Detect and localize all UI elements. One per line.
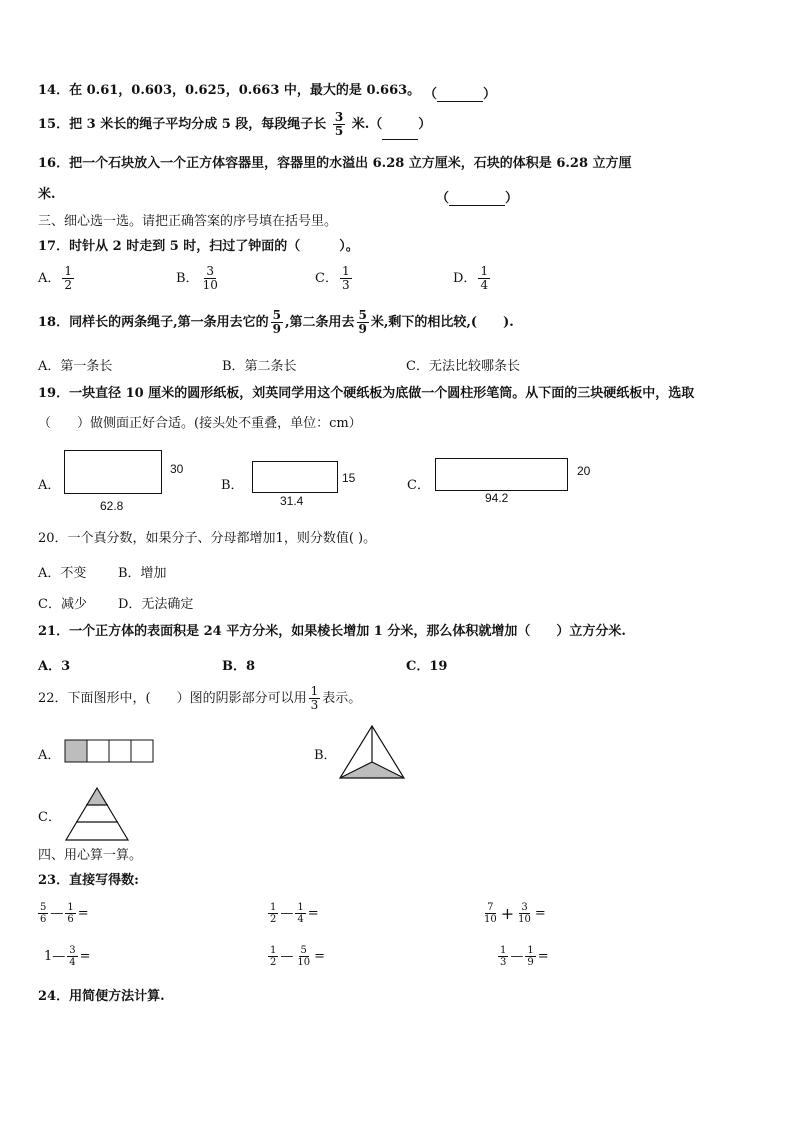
fraction: $\frac{3}{5}$ — [334, 110, 344, 138]
q17-option-b[interactable]: B． $\frac{3}{10}$ — [176, 264, 218, 292]
section-3-title: 三、细心选一选。请把正确答案的序号填在括号里。 — [38, 214, 338, 229]
calc-item-1: $\frac{5}{6}$ — $\frac{1}{6}$ = — [40, 902, 89, 925]
q20-option-a[interactable]: A．不变 — [38, 566, 87, 581]
calc-item-3: $\frac{7}{10}$ + $\frac{3}{10}$ = — [484, 902, 546, 925]
question-14 — [38, 83, 420, 99]
question-14-text: 14．在 0.61，0.603，0.625，0.663 中，最大的是 0.663。 — [38, 83, 421, 98]
rect-c-height: 20 — [577, 464, 591, 478]
q22-option-c-label[interactable]: C． — [38, 810, 61, 825]
q19-option-c-label[interactable]: C． — [407, 478, 430, 493]
paper-rectangle-c — [435, 458, 568, 491]
rect-b-height: 15 — [342, 471, 356, 485]
question-24-title: 24．用简便方法计算. — [38, 989, 165, 1004]
rect-c-width: 94.2 — [485, 491, 509, 505]
q19-option-b-label[interactable]: B． — [221, 478, 244, 493]
square — [87, 740, 109, 762]
shaded-top-layer — [86, 788, 108, 805]
q18-option-c[interactable]: C．无法比较哪条长 — [406, 359, 520, 374]
q17-option-c[interactable]: C． $\frac{1}{3}$ — [315, 264, 350, 292]
layered-triangle-figure — [64, 786, 130, 842]
calc-item-4: 1— $\frac{3}{4}$ = — [44, 945, 91, 968]
q18-option-b[interactable]: B．第二条长 — [222, 359, 297, 374]
q22-option-b-label[interactable]: B． — [314, 748, 337, 763]
paper-rectangle-b — [252, 461, 338, 493]
answer-blank-15[interactable] — [382, 139, 418, 140]
q21-option-a[interactable]: A．3 — [38, 659, 71, 674]
question-18: 18．同样长的两条绳子,第一条用去它的 $\frac{5}{9}$ ,第二条用去 $\frac{5}{9}$ 米,剩下的相比较,( ). — [38, 308, 514, 336]
question-15: 15．把 3 米长的绳子平均分成 5 段，每段绳子长 $\frac{3}{5}$ 米.（ ） — [38, 110, 432, 138]
question-19-line2: （ ）做侧面正好合适。(接头处不重叠，单位：cm） — [38, 416, 362, 431]
question-17: 17．时针从 2 时走到 5 时，扫过了钟面的（ ）。 — [38, 239, 359, 254]
four-square-strip-figure — [64, 739, 155, 764]
section-4-title: 四、用心算一算。 — [38, 848, 143, 863]
square — [131, 740, 153, 762]
shaded-triangle — [340, 762, 404, 778]
q20-option-d[interactable]: D．无法确定 — [118, 597, 194, 612]
rect-a-width: 62.8 — [100, 499, 124, 513]
answer-blank-16[interactable]: （ ） — [436, 191, 519, 206]
square — [109, 740, 131, 762]
q21-option-b[interactable]: B．8 — [222, 659, 256, 674]
question-19-line1: 19．一块直径 10 厘米的圆形纸板，刘英同学用这个硬纸板为底做一个圆柱形笔筒。从下面的三块硬纸板中，选取 — [38, 386, 695, 401]
question-20: 20．一个真分数，如果分子、分母都增加1，则分数值( )。 — [38, 531, 377, 546]
question-23-title: 23．直接写得数: — [38, 873, 139, 888]
calc-item-5: $\frac{1}{2}$ — $\frac{5}{10}$ = — [270, 945, 326, 968]
q20-option-b[interactable]: B．增加 — [118, 566, 167, 581]
q19-option-a-label[interactable]: A． — [38, 478, 61, 493]
q17-option-d[interactable]: D． $\frac{1}{4}$ — [453, 264, 489, 292]
question-22: 22．下面图形中，( ）图的阴影部分可以用 $\frac{1}{3}$ 表示。 — [38, 684, 362, 712]
calc-item-6: $\frac{1}{3}$ — $\frac{1}{9}$ = — [500, 945, 549, 968]
q18-option-a[interactable]: A．第一条长 — [38, 359, 113, 374]
question-16-line1: 16．把一个石块放入一个正方体容器里，容器里的水溢出 6.28 立方厘米，石块的体积是 6.28 立方厘 — [38, 156, 632, 171]
q21-option-c[interactable]: C．19 — [406, 659, 448, 674]
rect-b-width: 31.4 — [280, 494, 304, 508]
calc-item-2: $\frac{1}{2}$ — $\frac{1}{4}$ = — [270, 902, 319, 925]
rect-a-height: 30 — [170, 462, 184, 476]
paper-rectangle-a — [64, 450, 162, 494]
triangle-figure — [338, 724, 406, 780]
question-16-line2: 米. — [38, 187, 56, 202]
q22-option-a-label[interactable]: A． — [38, 748, 61, 763]
q17-option-a[interactable]: A． $\frac{1}{2}$ — [38, 264, 73, 292]
answer-blank-14[interactable]: （ ） — [424, 87, 497, 102]
question-21: 21．一个正方体的表面积是 24 平方分米，如果棱长增加 1 分米，那么体积就增加（ ）立方分米. — [38, 624, 626, 639]
q20-option-c[interactable]: C．减少 — [38, 597, 87, 612]
shaded-square — [65, 740, 87, 762]
